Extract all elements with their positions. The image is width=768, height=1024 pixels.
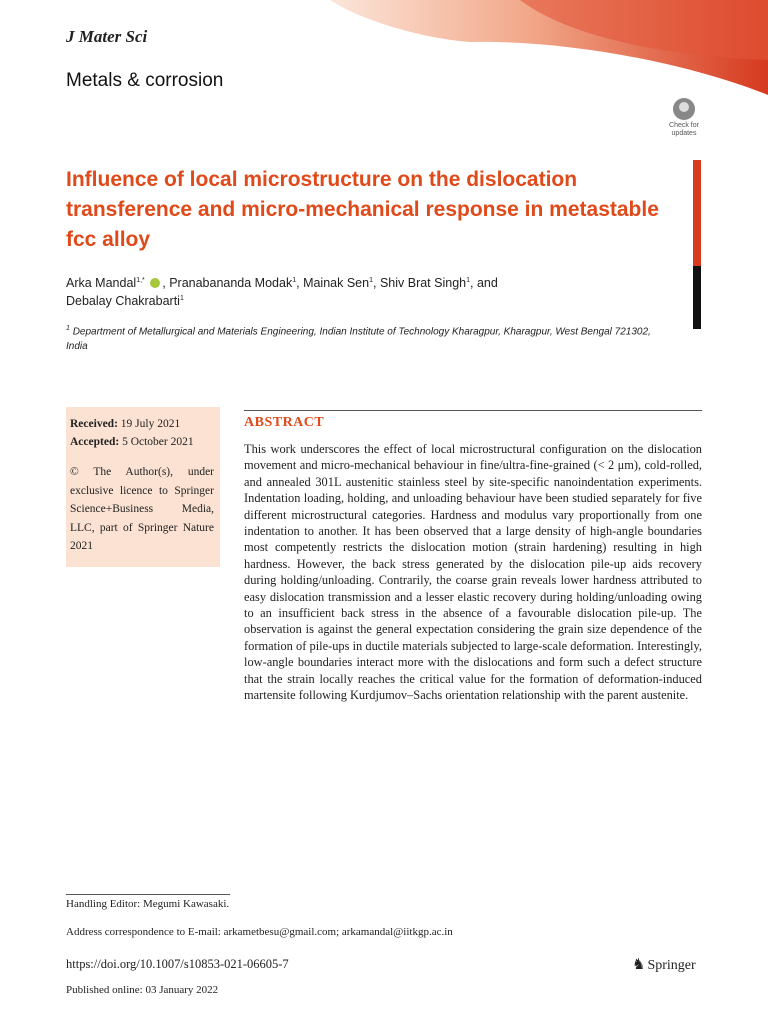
accent-bar-red bbox=[693, 160, 701, 266]
author-name: Pranabananda Modak bbox=[169, 276, 293, 291]
author-name: Debalay Chakrabarti bbox=[66, 294, 180, 309]
abstract-rule bbox=[244, 410, 702, 411]
author-name: Mainak Sen bbox=[303, 276, 370, 291]
check-updates-line1: Check for bbox=[669, 122, 699, 129]
affiliation-sup: 1 bbox=[66, 325, 70, 332]
journal-name: J Mater Sci bbox=[66, 27, 148, 46]
accepted-label: Accepted: bbox=[70, 436, 120, 448]
article-info-box bbox=[66, 407, 220, 567]
affiliation-text: Department of Metallurgical and Materials Engineering, Indian Institute of Technology Kharagpur, Kharagpur, West Bengal 721302, India bbox=[66, 326, 651, 353]
publisher-name: Springer bbox=[647, 958, 696, 973]
handling-editor: Handling Editor: Megumi Kawasaki. bbox=[66, 898, 230, 910]
author-sup: 1,* bbox=[136, 277, 145, 284]
received-line bbox=[70, 415, 214, 433]
abstract-heading: ABSTRACT bbox=[244, 415, 325, 430]
accepted-date: 5 October 2021 bbox=[122, 436, 194, 448]
received-label: Received: bbox=[70, 418, 118, 430]
footnote-rule bbox=[66, 894, 230, 895]
license-text: © The Author(s), under exclusive licence to Springer Science+Business Media, LLC, part of Springer Nature 2021 bbox=[70, 466, 214, 552]
check-for-updates[interactable] bbox=[664, 98, 704, 138]
orcid-icon[interactable] bbox=[150, 278, 160, 288]
springer-horse-icon: ♞ bbox=[632, 957, 646, 973]
author-sup: 1 bbox=[369, 277, 373, 284]
author-sup: 1 bbox=[179, 295, 184, 303]
check-updates-line2: updates bbox=[671, 130, 697, 137]
accepted-line bbox=[70, 433, 214, 451]
author-sup: 1 bbox=[292, 277, 297, 284]
accent-bar-black bbox=[693, 266, 701, 329]
author-name: Arka Mandal bbox=[66, 276, 137, 291]
check-updates-icon bbox=[673, 98, 695, 120]
correspondence[interactable]: Address correspondence to E-mail: arkametbesu@gmail.com; arkamandal@iitkgp.ac.in bbox=[66, 926, 453, 938]
published-date: Published online: 03 January 2022 bbox=[66, 984, 219, 996]
author-name: Shiv Brat Singh bbox=[379, 276, 467, 291]
section-name: Metals & corrosion bbox=[66, 70, 224, 91]
article-title: Influence of local microstructure on the dislocation transference and micro-mechanical response in metastable fcc alloy bbox=[66, 168, 659, 251]
author-sup: 1 bbox=[466, 277, 471, 284]
abstract-text: This work underscores the effect of local microstructural configuration on the dislocation movement and micro-mechanical behaviour in fine/ultra-fine-grained (< 2 μm), cold-rolled, and annealed 301L austenitic stainless steel by site-specific nanoindentation experiments. Indentation loading, holding, and unloading behaviour have been studied separately for five different microstructural categories. Hardness and modulus vary proportionally from one indentation to another. It has been observed that a large density of high-angle boundaries most competently restricts the dislocation motion (strain hardening) resulting in high hardness. However, the back stress generated by the dislocation pile-up aids recovery during holding/unloading. Contrarily, the coarse grain reveals lower hardness attributed to easy dislocation transmission and a lesser elastic recovery during holding/unloading owing to an insufficient back stress in the absence of a favourable dislocation pile-up. The observation is against the general expectation considering the grain size dependence of the formation of pile-ups in ductile materials subjected to large-scale deformation. Interestingly, low-angle boundaries interact more with the dislocations and form such a defect structure that the strain locally reaches the critical value for the formation of deformation-induced martensite following Kurdjumov–Sachs orientation relationship with the parent austenite. bbox=[244, 442, 702, 703]
received-date: 19 July 2021 bbox=[120, 418, 181, 430]
doi-link[interactable]: https://doi.org/10.1007/s10853-021-06605-7 bbox=[66, 957, 289, 971]
author-list: Arka Mandal$^{1,*}$ , Pranabananda Modak$^1$, Mainak Sen$^1$, Shiv Brat Singh$^1$, and Debalay Chakrabarti$^1$ bbox=[66, 276, 498, 309]
affiliation bbox=[66, 321, 666, 354]
publisher-logo bbox=[632, 955, 696, 974]
